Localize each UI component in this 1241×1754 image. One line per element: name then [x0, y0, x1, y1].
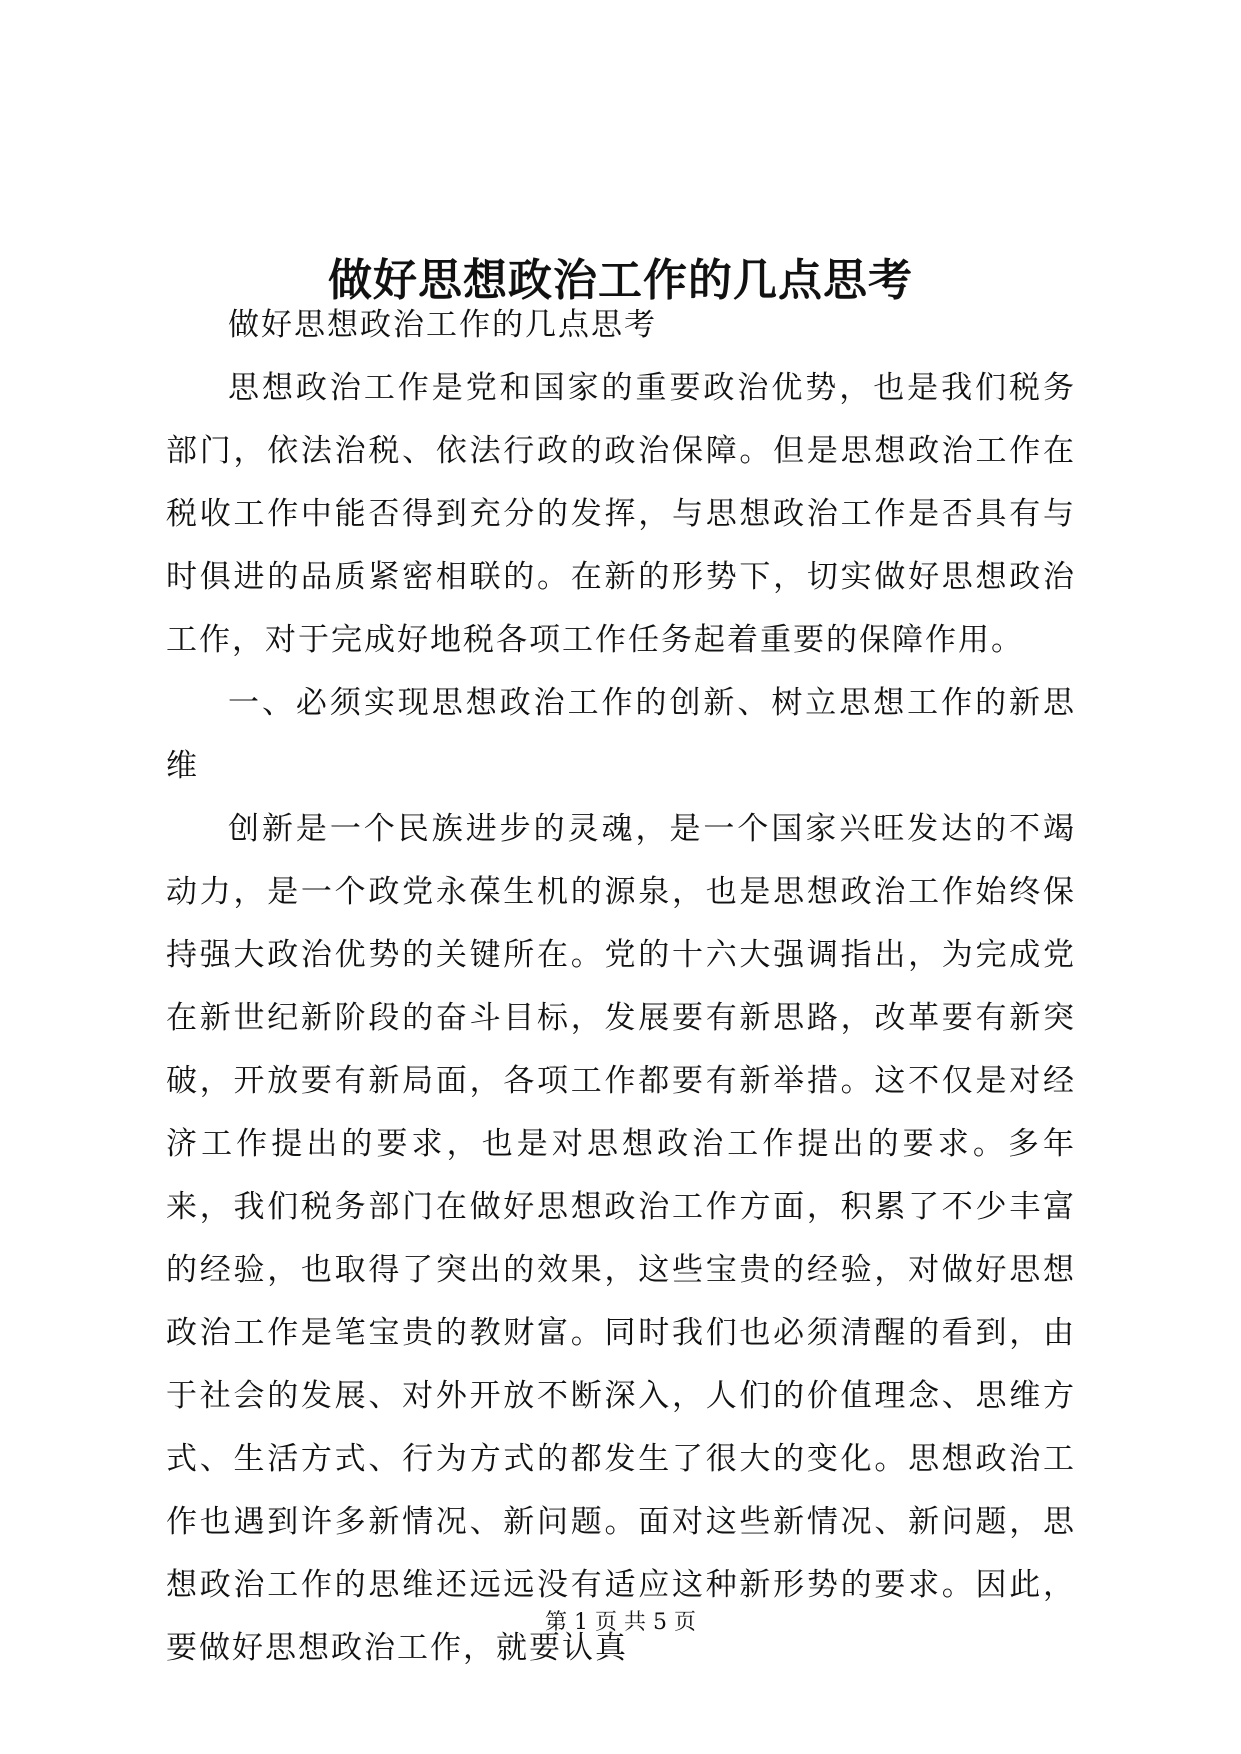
intro-paragraph: 思想政治工作是党和国家的重要政治优势，也是我们税务部门，依法治税、依法行政的政治保障。但是思想政治工作在税收工作中能否得到充分的发挥，与思想政治工作是否具有与时俱进的品质紧密相联的。在新的形势下，切实做好思想政治工作，对于完成好地税各项工作任务起着重要的保障作用。 [166, 370, 1076, 658]
document-title: 做好思想政治工作的几点思考 [328, 255, 913, 307]
subtitle-paragraph: 做好思想政治工作的几点思考 [228, 307, 657, 343]
document-body [166, 294, 1076, 1680]
page-number: 第 1 页 共 5 页 [545, 1610, 696, 1635]
body-paragraph: 创新是一个民族进步的灵魂，是一个国家兴旺发达的不竭动力，是一个政党永葆生机的源泉，也是思想政治工作始终保持强大政治优势的关键所在。党的十六大强调指出，为完成党在新世纪新阶段的奋斗目标，发展要有新思路，改革要有新突破，开放要有新局面，各项工作都要有新举措。这不仅是对经济工作提出的要求，也是对思想政治工作提出的要求。多年来，我们税务部门在做好思想政治工作方面，积累了不少丰富的经验，也取得了突出的效果，这些宝贵的经验，对做好思想政治工作是笔宝贵的教财富。同时我们也必须清醒的看到，由于社会的发展、对外开放不断深入，人们的价值理念、思维方式、生活方式、行为方式的都发生了很大的变化。思想政治工作也遇到许多新情况、新问题。面对这些新情况、新问题，思想政治工作的思维还远远没有适应这种新形势的要求。因此，要做好思想政治工作，就要认真 [166, 811, 1076, 1666]
section-heading: 一、必须实现思想政治工作的创新、树立思想工作的新思维 [166, 685, 1076, 784]
